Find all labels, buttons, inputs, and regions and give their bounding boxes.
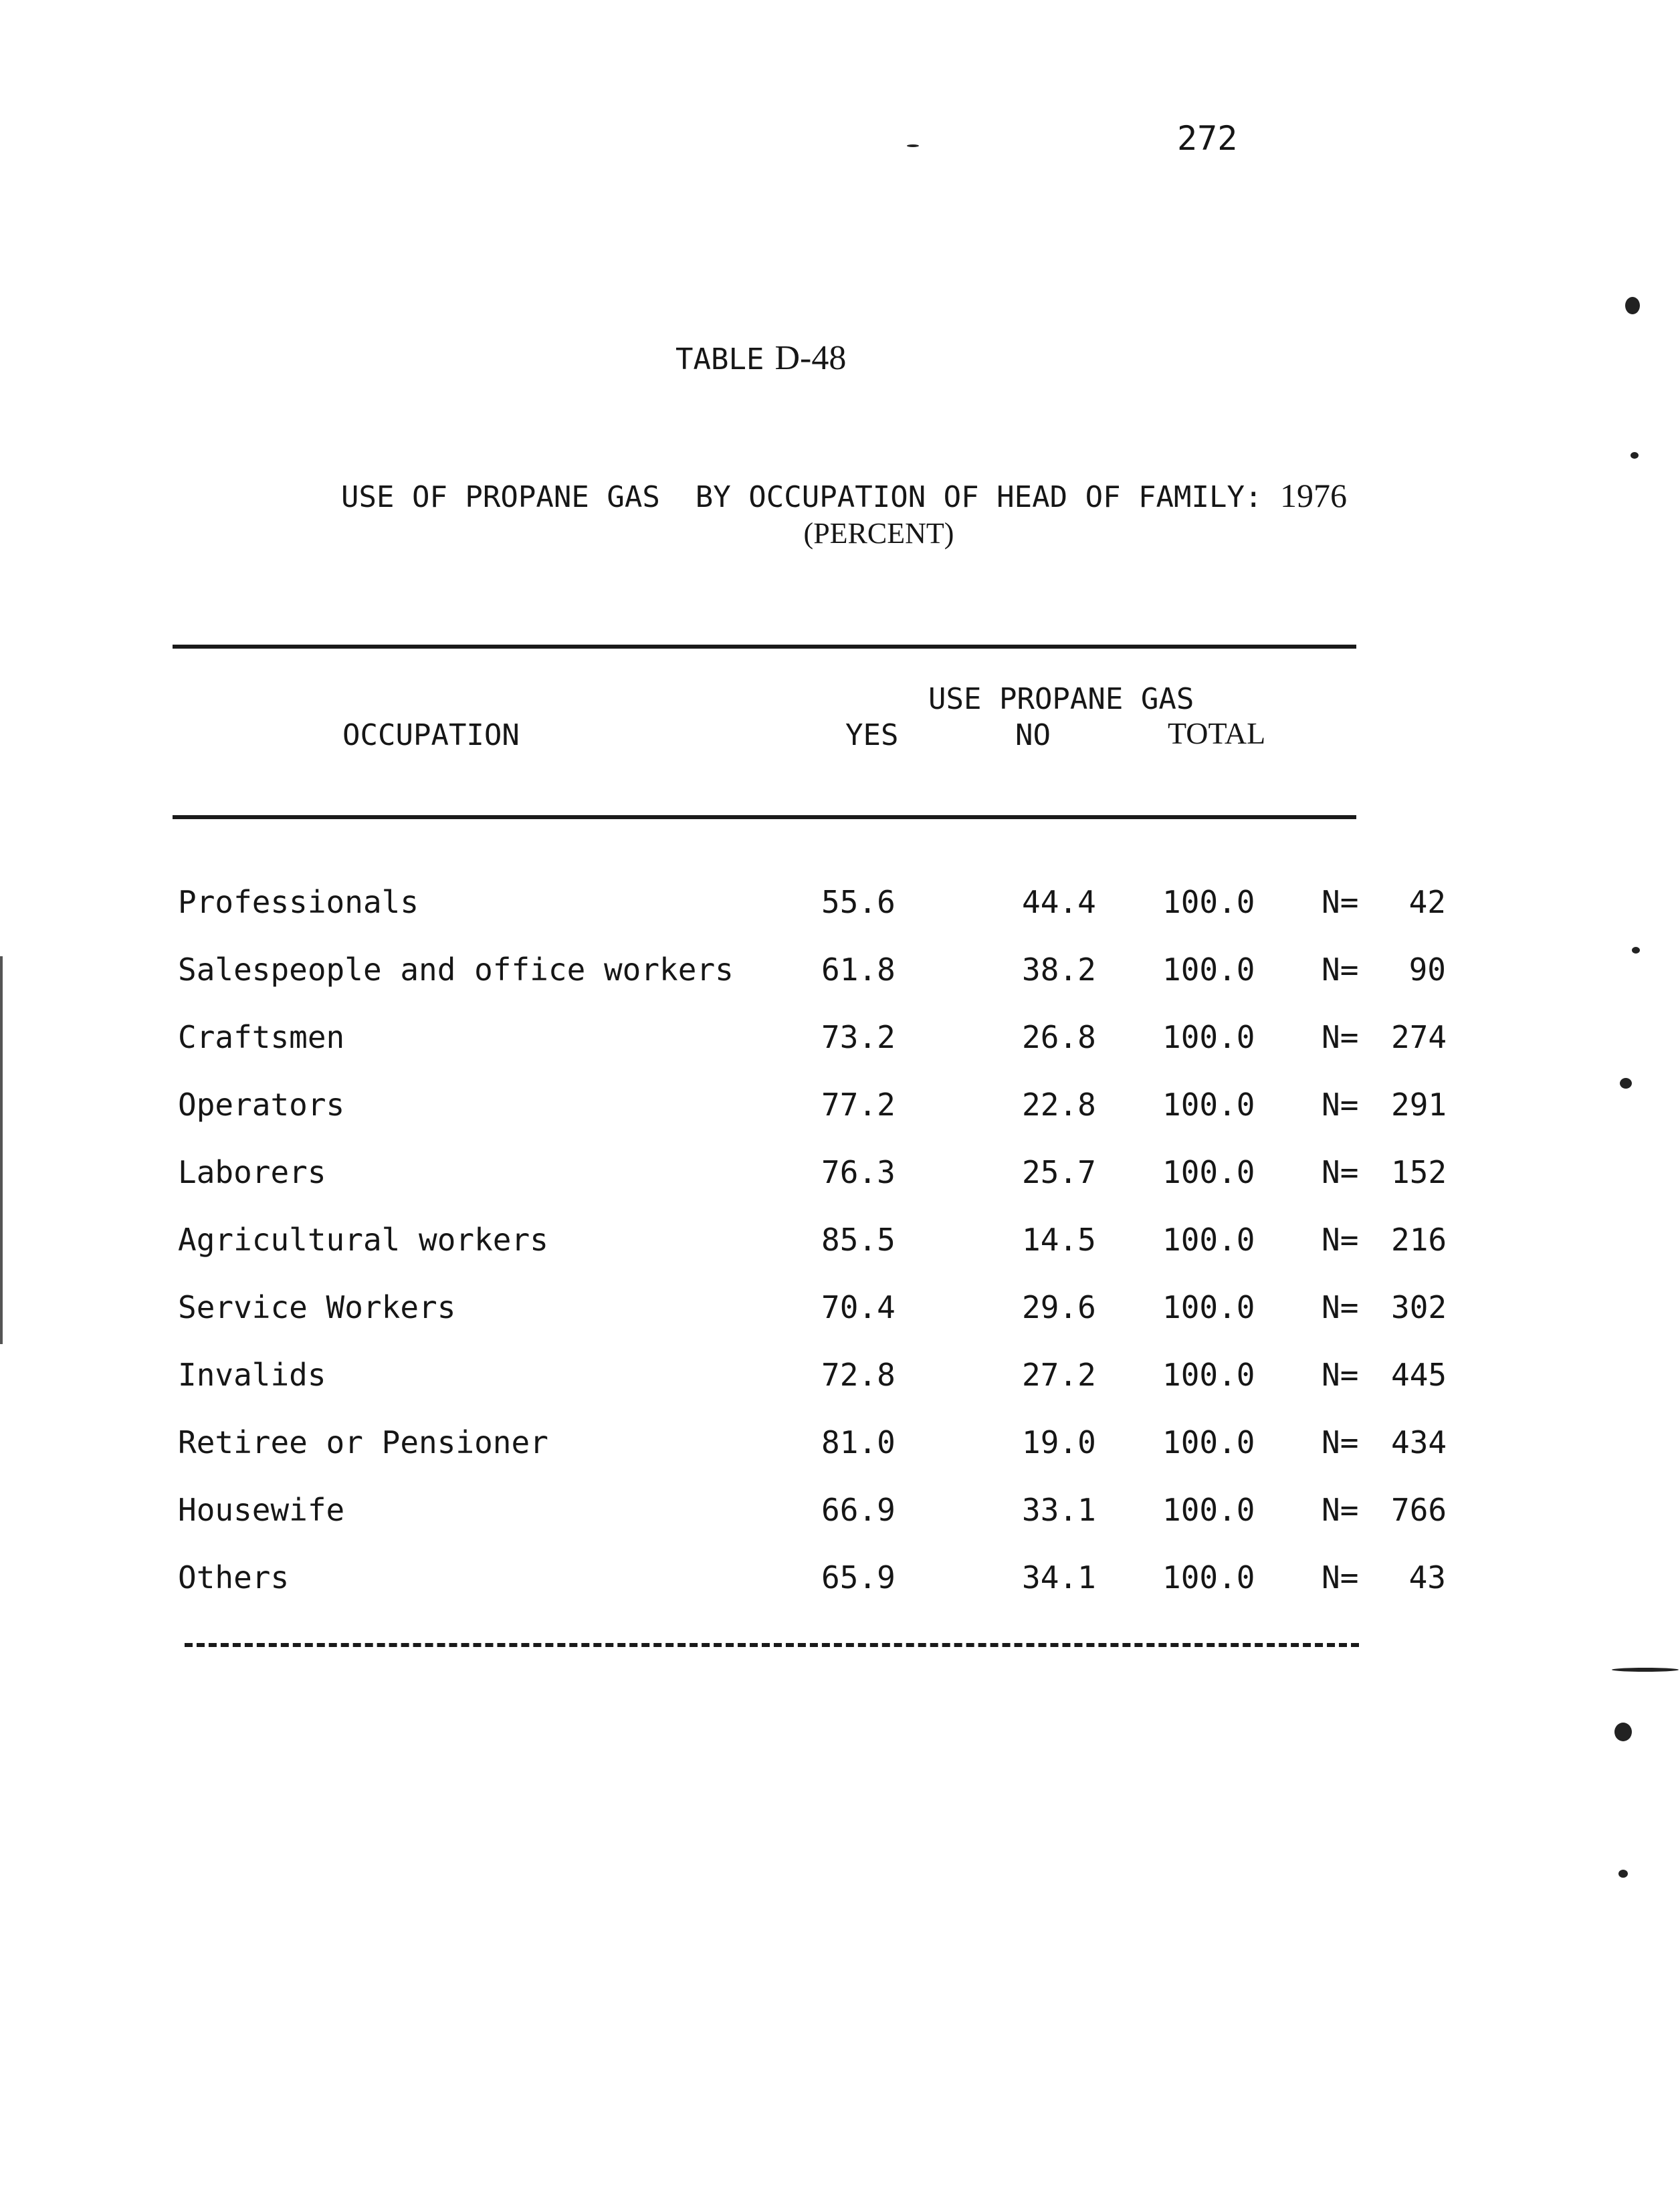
yes-cell: 81.0 — [821, 1424, 896, 1460]
column-group-header: USE PROPANE GAS — [928, 682, 1194, 716]
table-title — [341, 476, 1347, 515]
occupation-cell: Housewife — [178, 1492, 345, 1528]
n-label: N= — [1322, 1019, 1359, 1055]
n-value: 42 — [1408, 884, 1446, 920]
total-cell: 100.0 — [1162, 1154, 1255, 1190]
table-row — [0, 1154, 1680, 1194]
yes-cell: 73.2 — [821, 1019, 896, 1055]
no-cell: 19.0 — [1022, 1424, 1096, 1460]
table-row — [0, 1424, 1680, 1464]
n-value: 216 — [1391, 1222, 1447, 1258]
yes-cell: 70.4 — [821, 1289, 896, 1325]
table-row — [0, 1559, 1680, 1600]
yes-cell: 76.3 — [821, 1154, 896, 1190]
scan-speck — [1631, 452, 1639, 459]
table-row — [0, 1492, 1680, 1532]
table-row — [0, 1019, 1680, 1059]
occupation-cell: Craftsmen — [178, 1019, 345, 1055]
occupation-cell: Service Workers — [178, 1289, 456, 1325]
table-row — [0, 884, 1680, 924]
no-cell: 26.8 — [1022, 1019, 1096, 1055]
yes-cell: 72.8 — [821, 1357, 896, 1393]
total-cell: 100.0 — [1162, 1019, 1255, 1055]
n-label: N= — [1322, 1154, 1359, 1190]
no-header: NO — [1015, 718, 1051, 752]
scan-edge-line — [0, 956, 3, 1344]
n-value: 766 — [1391, 1492, 1447, 1528]
table-row — [0, 952, 1680, 992]
page-number: 272 — [1177, 119, 1238, 158]
scan-speck — [1618, 1870, 1628, 1878]
scan-speck — [1625, 297, 1640, 314]
yes-header: YES — [845, 718, 899, 752]
n-value: 445 — [1391, 1357, 1447, 1393]
n-value: 90 — [1408, 952, 1446, 988]
no-cell: 34.1 — [1022, 1559, 1096, 1596]
n-label: N= — [1322, 1559, 1359, 1596]
occupation-cell: Others — [178, 1559, 290, 1596]
table-subtitle: (PERCENT) — [803, 517, 954, 550]
table-row — [0, 1087, 1680, 1127]
n-label: N= — [1322, 1424, 1359, 1460]
table-label — [675, 338, 846, 378]
no-cell: 27.2 — [1022, 1357, 1096, 1393]
occupation-cell: Salespeople and office workers — [178, 952, 734, 988]
occupation-cell: Agricultural workers — [178, 1222, 548, 1258]
total-cell: 100.0 — [1162, 1559, 1255, 1596]
scan-speck — [1632, 947, 1640, 954]
n-label: N= — [1322, 1222, 1359, 1258]
bottom-dashed-rule — [185, 1643, 1359, 1647]
n-value: 152 — [1391, 1154, 1447, 1190]
yes-cell: 66.9 — [821, 1492, 896, 1528]
no-cell: 22.8 — [1022, 1087, 1096, 1123]
yes-cell: 77.2 — [821, 1087, 896, 1123]
scan-speck — [907, 144, 919, 147]
yes-cell: 65.9 — [821, 1559, 896, 1596]
scan-speck — [1614, 1723, 1632, 1741]
no-cell: 44.4 — [1022, 884, 1096, 920]
no-cell: 29.6 — [1022, 1289, 1096, 1325]
table-title-year: 1976 — [1280, 477, 1347, 514]
n-value: 302 — [1391, 1289, 1447, 1325]
table-label-text: TABLE — [675, 342, 764, 376]
n-value: 291 — [1391, 1087, 1447, 1123]
n-value: 274 — [1391, 1019, 1447, 1055]
scan-speck — [1612, 1668, 1679, 1672]
table-number: D-48 — [774, 339, 847, 377]
occupation-cell: Professionals — [178, 884, 419, 920]
no-cell: 33.1 — [1022, 1492, 1096, 1528]
n-label: N= — [1322, 1492, 1359, 1528]
n-label: N= — [1322, 952, 1359, 988]
n-label: N= — [1322, 1087, 1359, 1123]
yes-cell: 61.8 — [821, 952, 896, 988]
occupation-cell: Operators — [178, 1087, 345, 1123]
n-value: 43 — [1408, 1559, 1446, 1596]
scan-speck — [1620, 1078, 1632, 1089]
total-cell: 100.0 — [1162, 952, 1255, 988]
n-label: N= — [1322, 1289, 1359, 1325]
no-cell: 38.2 — [1022, 952, 1096, 988]
total-cell: 100.0 — [1162, 1357, 1255, 1393]
table-title-text: USE OF PROPANE GAS BY OCCUPATION OF HEAD OF FAMILY: — [341, 480, 1263, 514]
occupation-cell: Invalids — [178, 1357, 326, 1393]
occupation-header: OCCUPATION — [342, 718, 520, 752]
n-label: N= — [1322, 1357, 1359, 1393]
no-cell: 14.5 — [1022, 1222, 1096, 1258]
no-cell: 25.7 — [1022, 1154, 1096, 1190]
n-value: 434 — [1391, 1424, 1447, 1460]
n-label: N= — [1322, 884, 1359, 920]
total-cell: 100.0 — [1162, 1492, 1255, 1528]
total-cell: 100.0 — [1162, 1289, 1255, 1325]
occupation-cell: Retiree or Pensioner — [178, 1424, 548, 1460]
total-cell: 100.0 — [1162, 1087, 1255, 1123]
total-header: TOTAL — [1168, 716, 1266, 750]
total-cell: 100.0 — [1162, 884, 1255, 920]
top-rule — [173, 645, 1356, 649]
header-rule — [173, 815, 1356, 819]
table-row — [0, 1357, 1680, 1397]
occupation-cell: Laborers — [178, 1154, 326, 1190]
total-cell: 100.0 — [1162, 1424, 1255, 1460]
yes-cell: 85.5 — [821, 1222, 896, 1258]
yes-cell: 55.6 — [821, 884, 896, 920]
table-row — [0, 1289, 1680, 1329]
total-cell: 100.0 — [1162, 1222, 1255, 1258]
table-row — [0, 1222, 1680, 1262]
